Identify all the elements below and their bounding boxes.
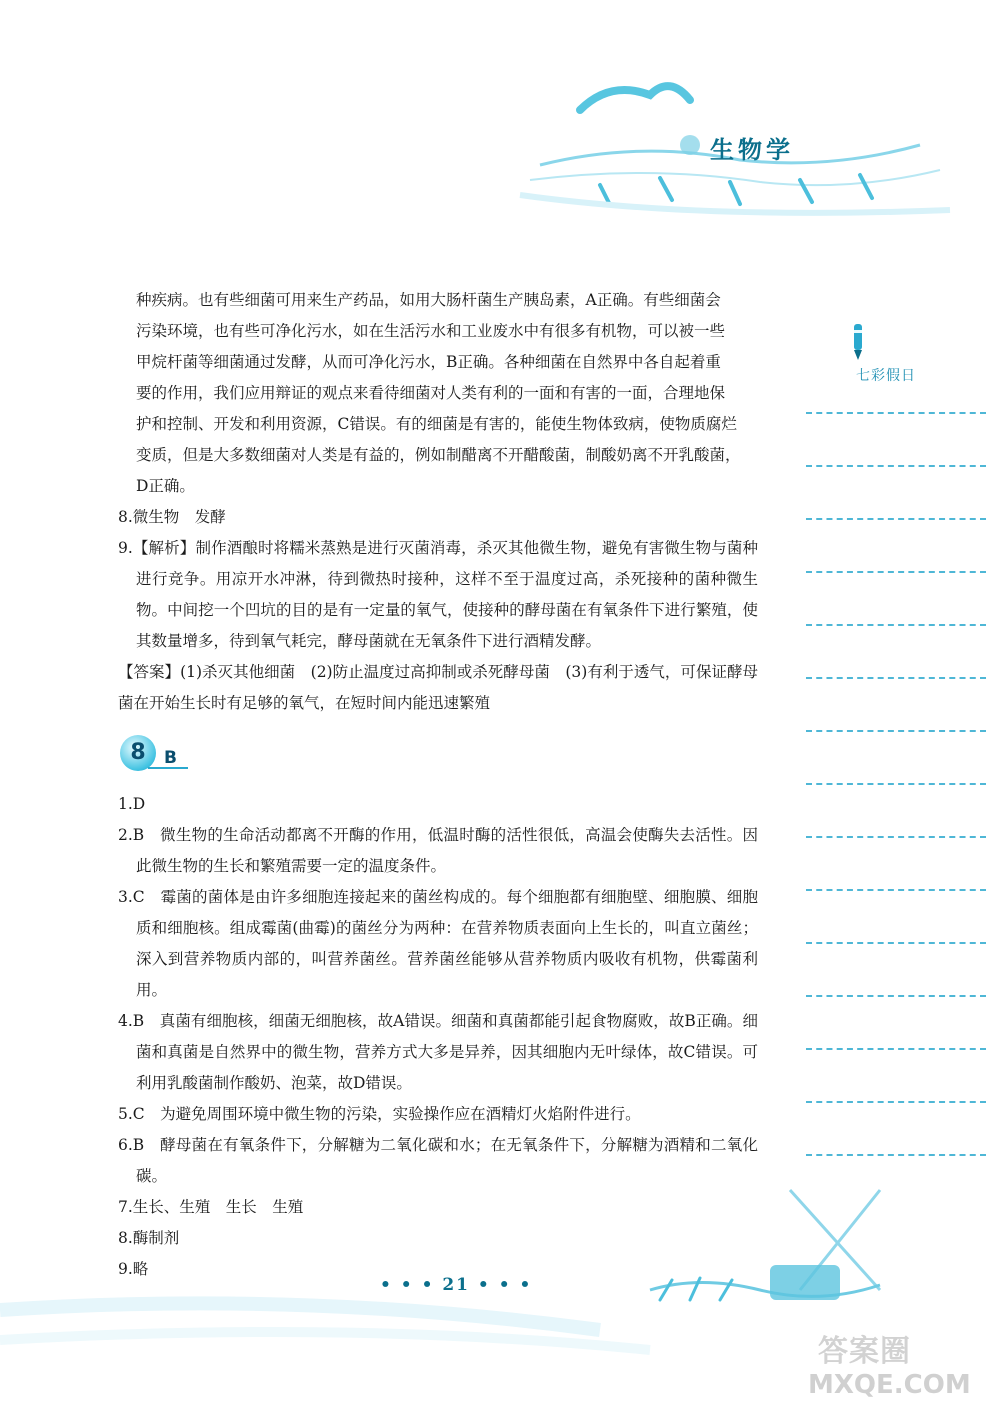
watermark-url: MXQE.COM [808, 1370, 971, 1400]
answer-item: 4.B 真菌有细胞核，细菌无细胞核，故A错误。细菌和真菌都能引起食物腐败，故B正确。细菌和真菌是自然界中的微生物，营养方式大多是异养，因其细胞内无叶绿体，故C错误。可利用乳酸菌制作酸奶、泡菜，故D错误。 [118, 1012, 758, 1092]
pen-icon [844, 322, 872, 362]
answer-item: 8.酶制剂 [118, 1229, 180, 1247]
text-line: 甲烷杆菌等细菌通过发酵，从而可净化污水，B正确。各种细菌在自然界中各自起着重 [136, 353, 721, 371]
section-number-badge: 8 [120, 735, 156, 771]
answer-item-9-analysis: 9.【解析】制作酒酿时将糯米蒸熟是进行灭菌消毒，杀灭其他微生物，避免有害微生物与菌种进行竞争。用凉开水冲淋，待到微热时接种，这样不至于温度过高，杀死接种的菌种微生物。中间挖一个凹坑的目的是有一定量的氧气，使接种的酵母菌在有氧条件下进行繁殖，使其数量增多，待到氧气耗完，酵母菌就在无氧条件下进行酒精发酵。 [118, 539, 758, 650]
note-line [806, 1048, 986, 1050]
note-line [806, 624, 986, 626]
note-line [806, 571, 986, 573]
watermark-text: 答案圈 [818, 1334, 911, 1369]
section-header [118, 733, 758, 785]
answer-item: 9.略 [118, 1260, 149, 1278]
answer-item: 6.B 酵母菌在有氧条件下，分解糖为二氧化碳和水；在无氧条件下，分解糖为酒精和二氧化碳。 [118, 1136, 758, 1185]
answer-item-8: 8.微生物 发酵 [118, 508, 226, 526]
subject-title: 生物学 [710, 136, 794, 164]
note-line [806, 730, 986, 732]
note-line [806, 465, 986, 467]
text-line: 污染环境，也有些可净化污水，如在生活污水和工业废水中有很多有机物，可以被一些 [136, 322, 726, 340]
text-line: 种疾病。也有些细菌可用来生产药品，如用大肠杆菌生产胰岛素，A正确。有些细菌会 [136, 291, 721, 309]
text-line: D正确。 [136, 477, 195, 495]
section-letter: B [164, 748, 177, 768]
answer-item: 5.C 为避免周围环境中微生物的污染，实验操作应在酒精灯火焰附件进行。 [118, 1105, 641, 1123]
note-line [806, 518, 986, 520]
answer-item: 2.B 微生物的生命活动都离不开酶的作用，低温时酶的活性很低，高温会使酶失去活性。因此微生物的生长和繁殖需要一定的温度条件。 [118, 826, 758, 875]
sidebar-label: 七彩假日 [856, 368, 916, 384]
note-line [806, 412, 986, 414]
answer-item-9-answer: 【答案】(1)杀灭其他细菌 (2)防止温度过高抑制或杀死酵母菌 (3)有利于透气，可保证酵母菌在开始生长时有足够的氧气，在短时间内能迅速繁殖 [118, 663, 758, 712]
page-number: • • • 21 • • • [380, 1275, 533, 1295]
text-line: 变质，但是大多数细菌对人类是有益的，例如制醋离不开醋酸菌，制酸奶离不开乳酸菌， [136, 446, 741, 464]
note-line [806, 942, 986, 944]
note-line [806, 995, 986, 997]
text-line: 要的作用，我们应用辩证的观点来看待细菌对人类有利的一面和有害的一面，合理地保 [136, 384, 726, 402]
continued-explanation [118, 285, 758, 502]
answer-item: 1.D [118, 795, 146, 813]
note-line [806, 836, 986, 838]
answer-item: 3.C 霉菌的菌体是由许多细胞连接起来的菌丝构成的。每个细胞都有细胞壁、细胞膜、细胞质和细胞核。组成霉菌(曲霉)的菌丝分为两种：在营养物质表面向上生长的，叫直立菌丝；深入到营养物质内部的，叫营养菌丝。营养菌丝能够从营养物质内吸收有机物，供霉菌利用。 [118, 888, 758, 999]
note-line [806, 783, 986, 785]
note-line [806, 677, 986, 679]
answer-item: 7.生长、生殖 生长 生殖 [118, 1198, 304, 1216]
text-line: 护和控制、开发和利用资源，C错误。有的细菌是有害的，能使生物体致病，使物质腐烂 [136, 415, 737, 433]
note-line [806, 1101, 986, 1103]
note-line [806, 889, 986, 891]
note-line [806, 1154, 986, 1156]
answer-content [118, 285, 758, 1285]
